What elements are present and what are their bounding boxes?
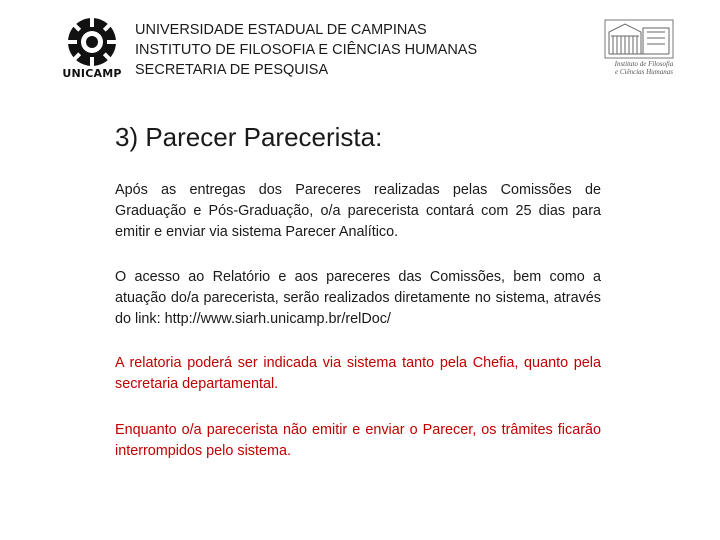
ifch-building-icon — [603, 18, 675, 60]
department-name: SECRETARIA DE PESQUISA — [135, 62, 329, 78]
institution-header — [135, 20, 477, 80]
unicamp-emblem-icon — [58, 16, 126, 72]
paragraph-deadline: Após as entregas dos Pareceres realizadas pelas Comissões de Graduação e Pós-Graduação, o/a parecerista contará com 25 dias para emitir e enviar via sistema Parecer Analítico. — [115, 182, 601, 240]
institute-name: INSTITUTO DE FILOSOFIA E CIÊNCIAS HUMANAS — [135, 42, 478, 58]
paragraph-interruption: Enquanto o/a parecerista não emitir e enviar o Parecer, os trâmites ficarão interrompidos pelo sistema. — [115, 422, 601, 459]
paragraph-relatoria: A relatoria poderá ser indicada via sistema tanto pela Chefia, quanto pela secretaria departamental. — [115, 355, 601, 392]
unicamp-logo-text: UNICAMP — [62, 67, 122, 80]
university-name: UNIVERSIDADE ESTADUAL DE CAMPINAS — [135, 22, 427, 38]
paragraph-access: O acesso ao Relatório e aos pareceres das Comissões, bem como a atuação do/a parecerista, serão realizados diretamente no sistema, através do link: http://www.siarh.unicamp.br/relDoc/ — [115, 269, 601, 327]
ifch-logo-text: Instituto de Filosofia e Ciências Humanas — [614, 60, 674, 76]
section-title: 3) Parecer Parecerista: — [115, 122, 383, 152]
